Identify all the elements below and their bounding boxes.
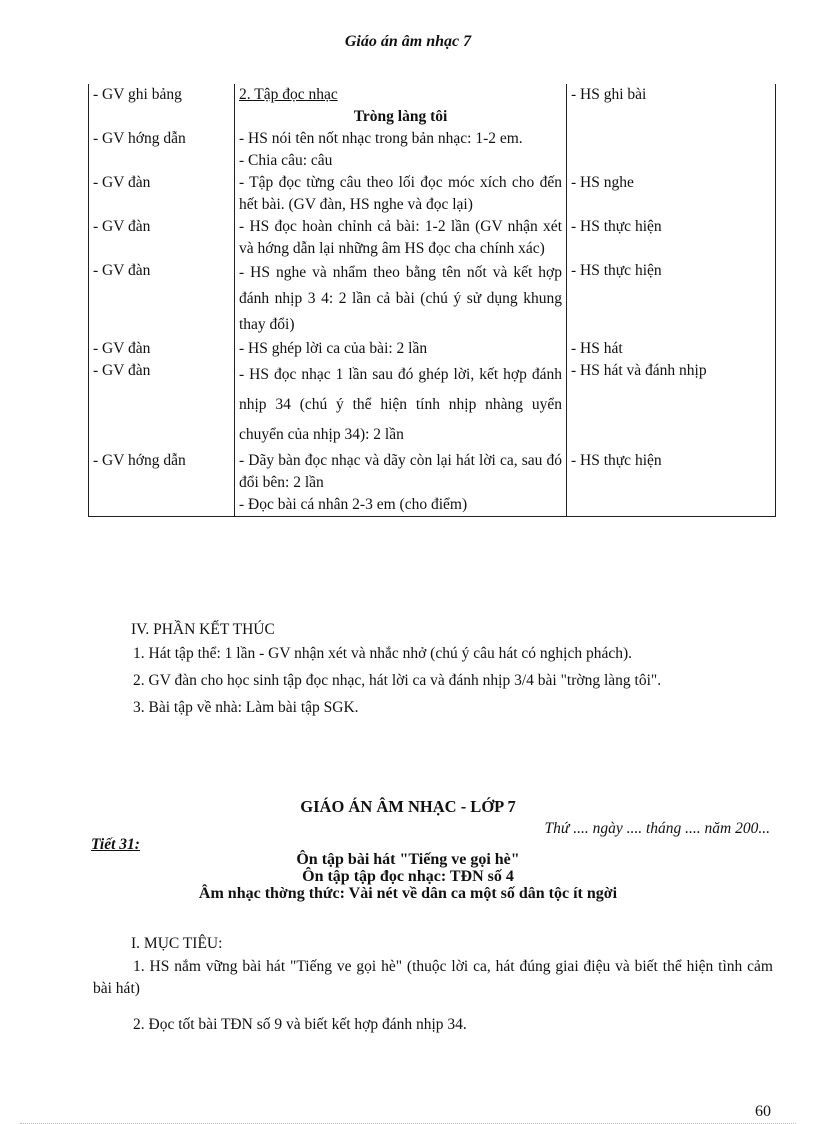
paragraph: 1. HS nắm vững bài hát "Tiếng ve gọi hè" (thuộc lời ca, hát đúng giai điệu và biết thể hiện tình cảm bài hát) — [93, 958, 773, 997]
table-row — [89, 172, 776, 216]
teacher-cell: - GV ghi bảng — [89, 84, 235, 128]
table-row — [89, 450, 776, 517]
teacher-cell: - GV đàn — [89, 216, 235, 260]
content-line: - Chia câu: câu — [239, 152, 333, 169]
paragraph: 1. Hát tập thể: 1 lần - GV nhận xét và nhắc nhở (chú ý câu hát có nghịch phách). — [133, 645, 633, 662]
page-header-title: Giáo án âm nhạc 7 — [344, 33, 472, 50]
student-cell: - HS hát — [567, 338, 776, 360]
table-row — [89, 360, 776, 450]
lesson-number: Tiết 31: — [91, 836, 140, 853]
paragraph: 2. Đọc tốt bài TĐN số 9 và biết kết hợp đánh nhịp 34. — [133, 1016, 467, 1033]
section-iv — [93, 619, 773, 719]
table-row — [89, 216, 776, 260]
content-line: - Đọc bài cá nhân 2-3 em (cho điểm) — [239, 496, 468, 513]
student-cell: - HS thực hiện — [567, 216, 776, 260]
teacher-cell: - GV hớng dẫn — [89, 450, 235, 517]
content-cell — [235, 84, 567, 128]
topic-line: Âm nhạc thờng thức: Vài nét về dân ca một số dân tộc ít ngời — [198, 885, 618, 902]
lesson-title: GIÁO ÁN ÂM NHẠC - LỚP 7 — [300, 797, 516, 816]
student-cell: - HS nghe — [567, 172, 776, 216]
section-subtitle: 2. Tập đọc nhạc — [239, 86, 338, 103]
content-cell: - Tập đọc từng câu theo lối đọc móc xích cho đến hết bài. (GV đàn, HS nghe và đọc lại) — [235, 172, 567, 216]
teacher-cell: - GV đàn — [89, 172, 235, 216]
student-cell: - HS thực hiện — [567, 450, 776, 517]
content-cell: - HS ghép lời ca của bài: 2 lần — [235, 338, 567, 360]
page-number: 60 — [755, 1103, 771, 1120]
objectives-section — [93, 933, 773, 1036]
paragraph: 2. GV đàn cho học sinh tập đọc nhạc, hát lời ca và đánh nhịp 3/4 bài "trờng làng tôi". — [133, 672, 662, 689]
section-heading: IV. PHẦN KẾT THÚC — [131, 621, 275, 638]
lesson-table — [88, 84, 776, 517]
topic-line: Ôn tập bài hát "Tiếng ve gọi hè" — [296, 851, 520, 868]
topic-line: Ôn tập tập đọc nhạc: TĐN số 4 — [302, 868, 514, 885]
section-heading: I. MỤC TIÊU: — [131, 935, 223, 952]
content-cell — [235, 128, 567, 172]
content-cell: - HS đọc nhạc 1 lần sau đó ghép lời, kết hợp đánh nhịp 34 (chú ý thể hiện tính nhịp nhàng uyển chuyển của nhịp 34): 2 lần — [235, 360, 567, 450]
lesson-topics — [0, 851, 816, 902]
student-cell — [567, 128, 776, 172]
table-row — [89, 84, 776, 128]
student-cell: - HS ghi bài — [567, 84, 776, 128]
date-line: Thứ .... ngày .... tháng .... năm 200... — [544, 820, 770, 837]
content-cell: - HS nghe và nhẩm theo bằng tên nốt và kết hợp đánh nhịp 3 4: 2 lần cả bài (chú ý sử dụng khung thay đổi) — [235, 260, 567, 338]
teacher-cell: - GV đàn — [89, 260, 235, 338]
student-cell: - HS thực hiện — [567, 260, 776, 338]
content-line: - HS nói tên nốt nhạc trong bản nhạc: 1-2 em. — [239, 130, 523, 147]
teacher-cell: - GV hớng dẫn — [89, 128, 235, 172]
teacher-cell: - GV đàn — [89, 360, 235, 450]
paragraph: 3. Bài tập về nhà: Làm bài tập SGK. — [133, 699, 359, 716]
teacher-cell: - GV đàn — [89, 338, 235, 360]
table-row — [89, 338, 776, 360]
content-cell: - HS đọc hoàn chỉnh cả bài: 1-2 lần (GV nhận xét và hớng dẫn lại những âm HS đọc cha chính xác) — [235, 216, 567, 260]
table-row — [89, 260, 776, 338]
content-cell — [235, 450, 567, 517]
student-cell: - HS hát và đánh nhịp — [567, 360, 776, 450]
content-line: - Dãy bàn đọc nhạc và dãy còn lại hát lời ca, sau đó đổi bên: 2 lần — [239, 452, 562, 491]
song-title: Tròng làng tôi — [353, 108, 448, 125]
table-row — [89, 128, 776, 172]
